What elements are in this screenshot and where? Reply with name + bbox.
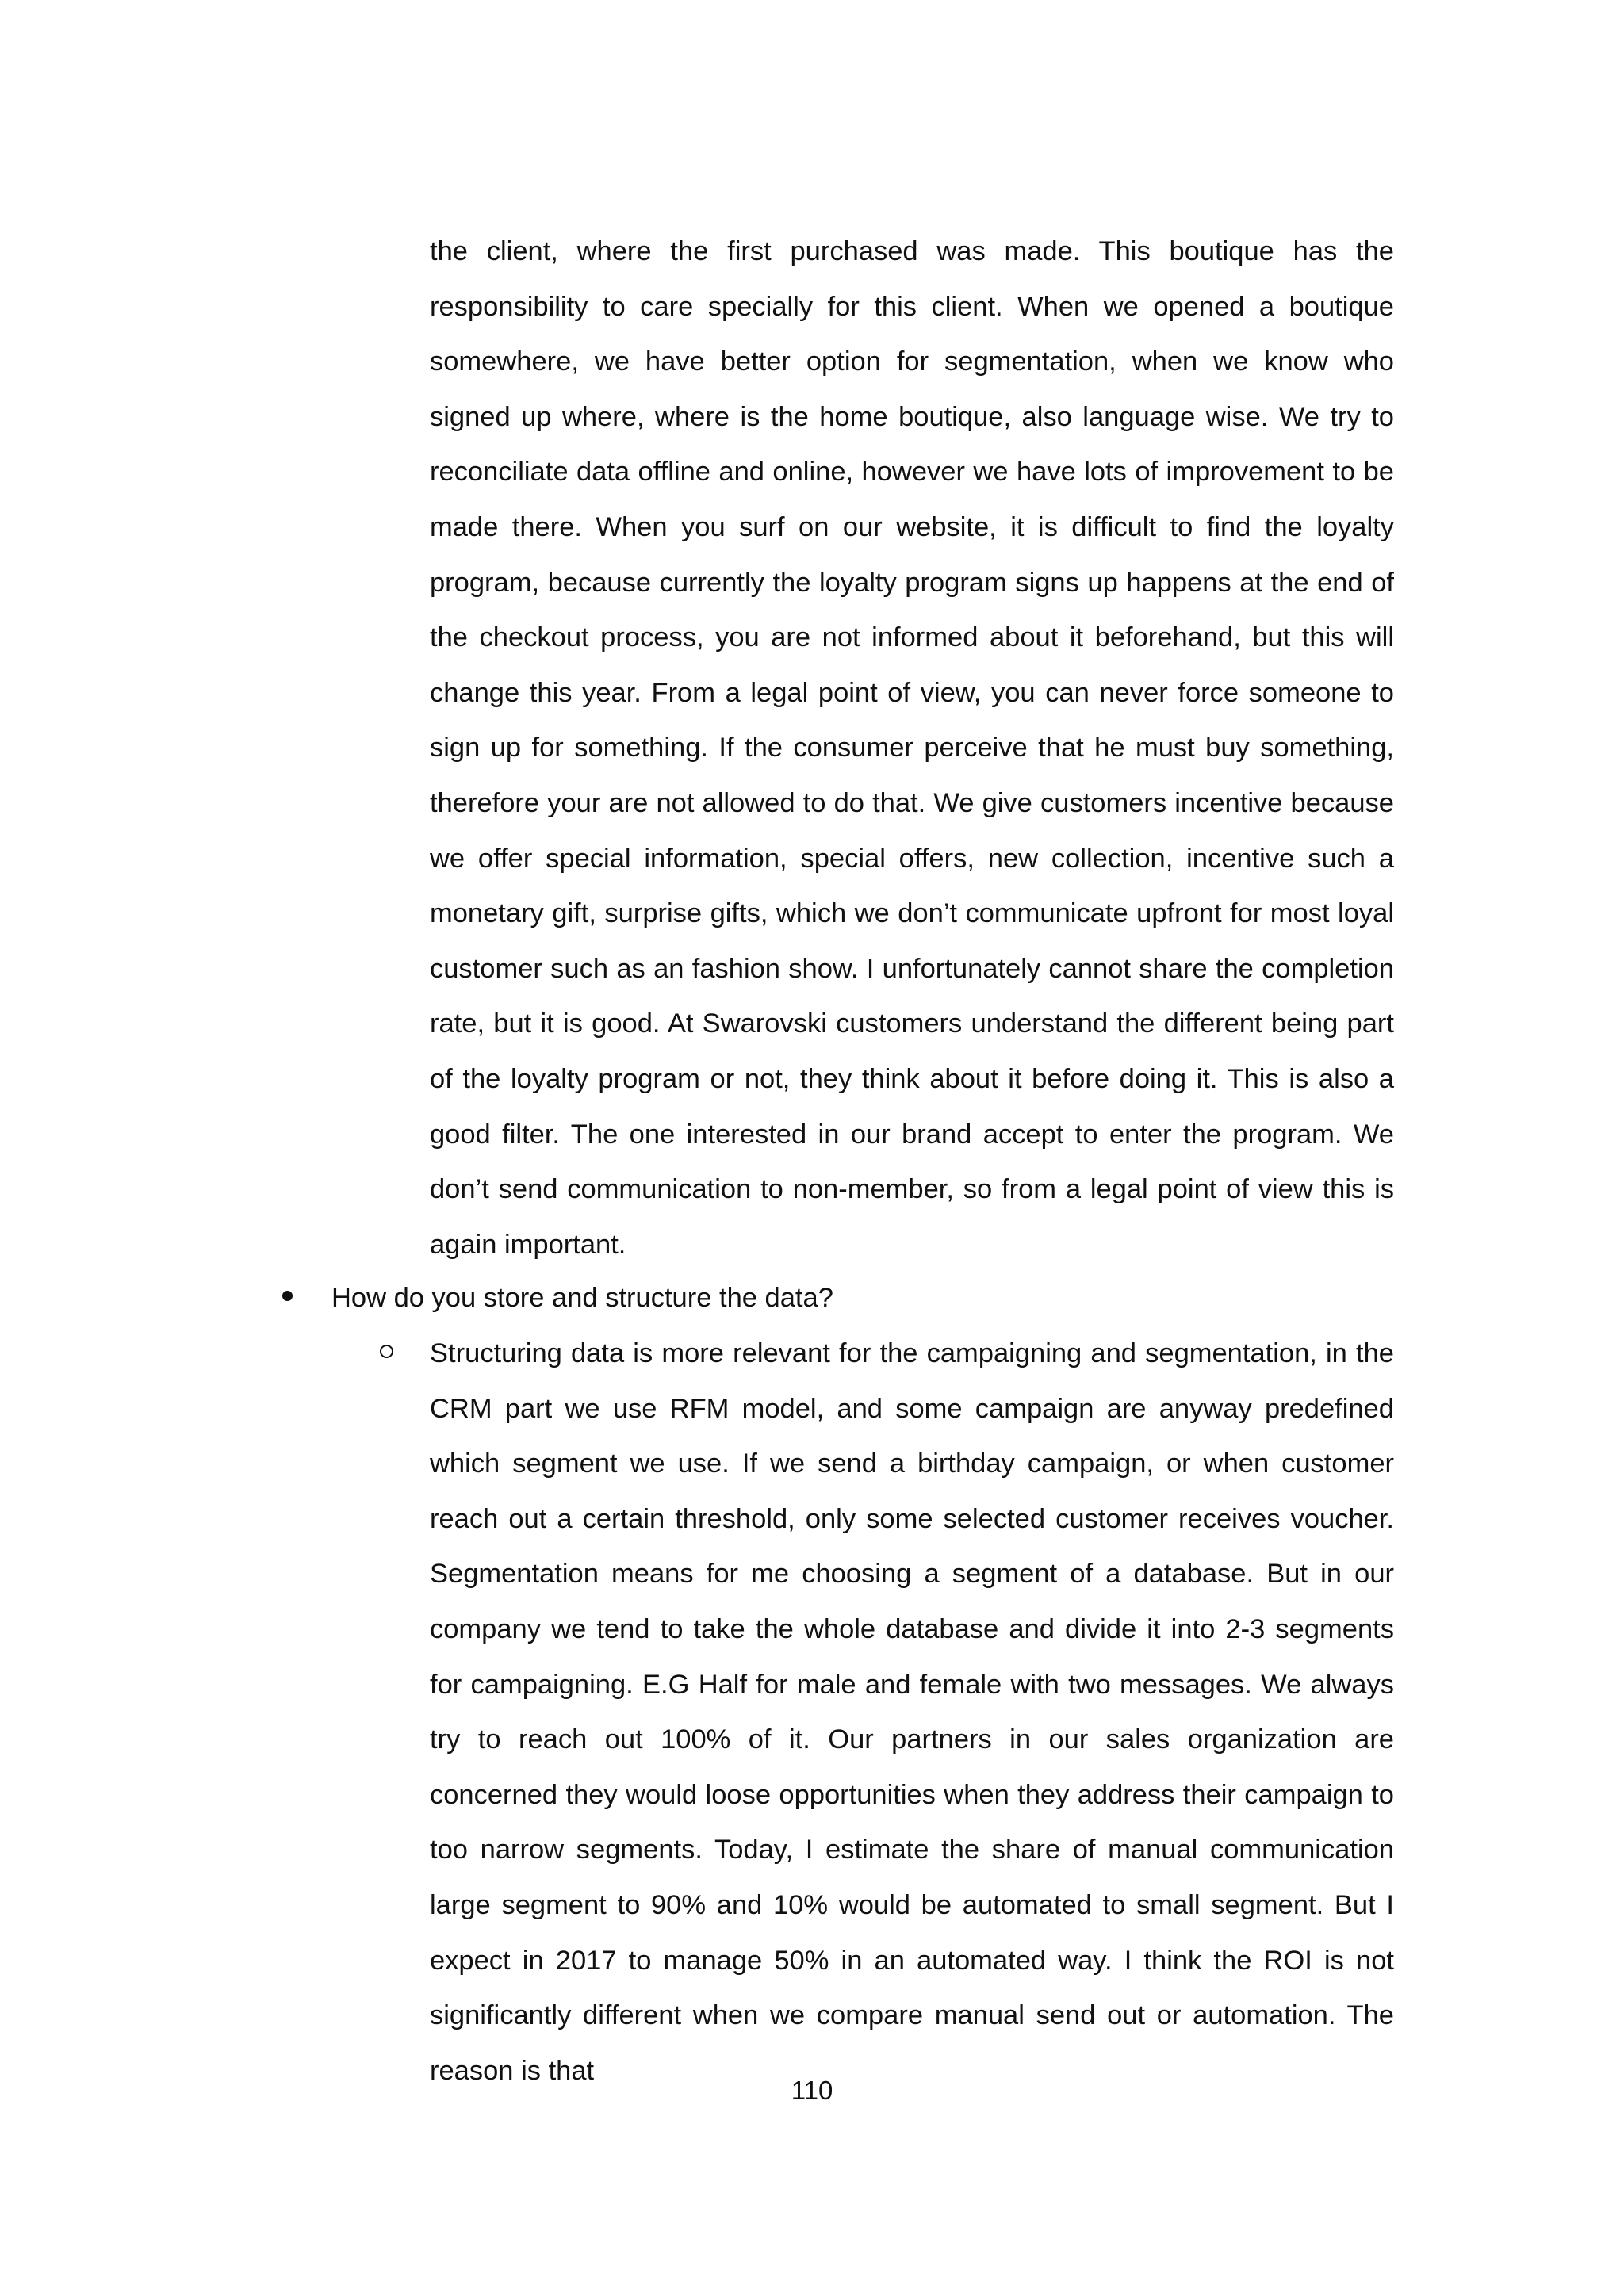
- answer-paragraph: Structuring data is more relevant for the campaigning and segmentation, in the CRM part we use RFM model, and some campaign are anyway predefined which segment we use. If we send a birthday campaign, or when customer reach out a certain threshold, only some selected customer receives voucher. Segmentation means for me choosing a segment of a database. But in our company we tend to take the whole database and divide it into 2-3 segments for campaigning. E.G Half for male and female with two messages. We always try to reach out 100% of it. Our partners in our sales organization are concerned they would loose opportunities when they address their campaign to too narrow segments. Today, I estimate the share of manual communication large segment to 90% and 10% would be automated to small segment. But I expect in 2017 to manage 50% in an automated way. I think the ROI is not significantly different when we compare manual send out or automation. The reason is that: [430, 1338, 1394, 2086]
- question-text: How do you store and structure the data?: [331, 1283, 833, 1313]
- page-number: 110: [791, 2076, 833, 2105]
- sub-bullet-icon: [380, 1345, 393, 1358]
- bullet-icon: [282, 1291, 293, 1301]
- question-list-item: [0, 1271, 1624, 1326]
- body-paragraph-continued: the client, where the first purchased was made. This boutique has the responsibility to care specially for this client. When we opened a boutique somewhere, we have better option for segmentation, when we know who signed up where, where is the home boutique, also language wise. We try to reconciliate data offline and online, however we have lots of improvement to be made there. When you surf on our website, it is difficult to find the loyalty program, because currently the loyalty program signs up happens at the end of the checkout process, you are not informed about it beforehand, but this will change this year. From a legal point of view, you can never force someone to sign up for something. If the consumer perceive that he must buy something, therefore your are not allowed to do that. We give customers incentive because we offer special information, special offers, new collection, incentive such a monetary gift, surprise gifts, which we don’t communicate upfront for most loyal customer such as an fashion show. I unfortunately cannot share the completion rate, but it is good. At Swarovski customers understand the different being part of the loyalty program or not, they think about it before doing it. This is also a good filter. The one interested in our brand accept to enter the program. We don’t send communication to non-member, so from a legal point of view this is again important.: [430, 236, 1394, 1260]
